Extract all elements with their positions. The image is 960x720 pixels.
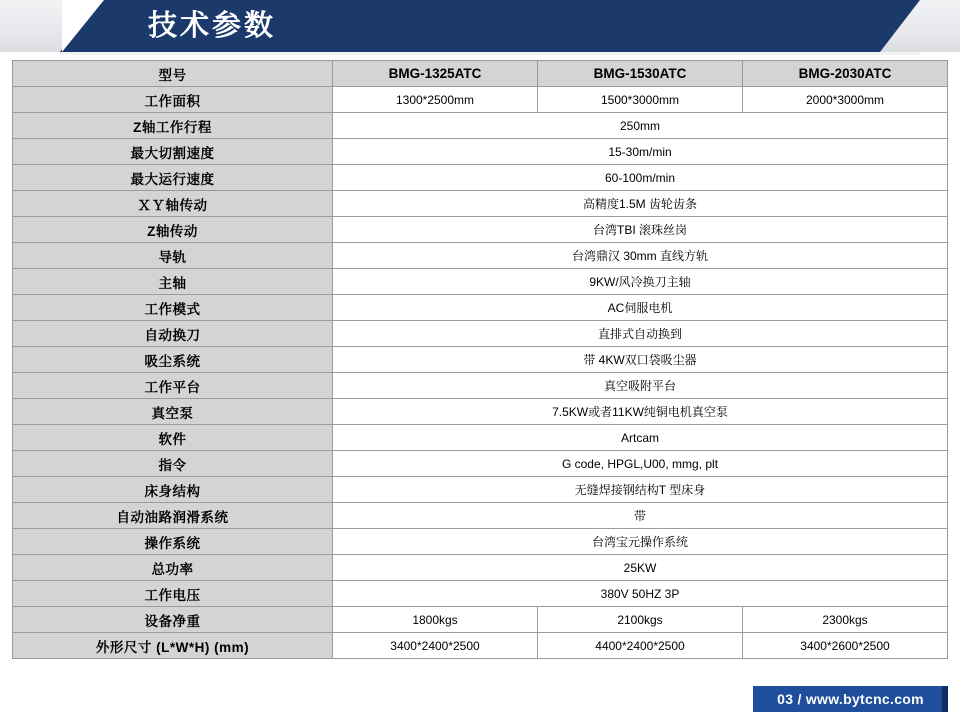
column-header-model: BMG-2030ATC bbox=[743, 61, 948, 87]
spec-label: Z轴传动 bbox=[13, 217, 333, 243]
table-row bbox=[13, 555, 948, 581]
table-row bbox=[13, 503, 948, 529]
spec-value: 带 bbox=[333, 503, 948, 529]
spec-table-wrapper bbox=[12, 60, 948, 659]
spec-label: 自动换刀 bbox=[13, 321, 333, 347]
spec-label: 吸尘系统 bbox=[13, 347, 333, 373]
table-row bbox=[13, 529, 948, 555]
spec-value: 1500*3000mm bbox=[538, 87, 743, 113]
spec-value: 2000*3000mm bbox=[743, 87, 948, 113]
spec-value: 25KW bbox=[333, 555, 948, 581]
spec-label: 真空泵 bbox=[13, 399, 333, 425]
table-row bbox=[13, 633, 948, 659]
table-row bbox=[13, 399, 948, 425]
spec-value: 直排式自动换到 bbox=[333, 321, 948, 347]
table-row bbox=[13, 191, 948, 217]
spec-label: Z轴工作行程 bbox=[13, 113, 333, 139]
spec-value: 1300*2500mm bbox=[333, 87, 538, 113]
footer-accent-bar bbox=[942, 686, 948, 712]
spec-label: 工作面积 bbox=[13, 87, 333, 113]
table-row bbox=[13, 451, 948, 477]
column-header-model: BMG-1530ATC bbox=[538, 61, 743, 87]
spec-value: 2300kgs bbox=[743, 607, 948, 633]
table-row bbox=[13, 87, 948, 113]
spec-value: 7.5KW或者11KW纯铜电机真空泵 bbox=[333, 399, 948, 425]
spec-label: 床身结构 bbox=[13, 477, 333, 503]
table-row bbox=[13, 217, 948, 243]
footer-url-badge[interactable] bbox=[753, 686, 948, 712]
table-row bbox=[13, 321, 948, 347]
table-row bbox=[13, 373, 948, 399]
spec-value: 真空吸附平台 bbox=[333, 373, 948, 399]
spec-label: 工作电压 bbox=[13, 581, 333, 607]
spec-value: 高精度1.5M 齿轮齿条 bbox=[333, 191, 948, 217]
column-header-model: BMG-1325ATC bbox=[333, 61, 538, 87]
spec-label: 主轴 bbox=[13, 269, 333, 295]
spec-value: AC伺服电机 bbox=[333, 295, 948, 321]
spec-label: 工作平台 bbox=[13, 373, 333, 399]
table-row bbox=[13, 581, 948, 607]
spec-label: 外形尺寸 (L*W*H) (mm) bbox=[13, 633, 333, 659]
page-header bbox=[0, 0, 960, 52]
spec-label: 软件 bbox=[13, 425, 333, 451]
table-header-row bbox=[13, 61, 948, 87]
spec-value: 无缝焊接钢结构T 型床身 bbox=[333, 477, 948, 503]
spec-value: 1800kgs bbox=[333, 607, 538, 633]
spec-value: 2100kgs bbox=[538, 607, 743, 633]
column-header-label: 型号 bbox=[13, 61, 333, 87]
spec-label: 最大运行速度 bbox=[13, 165, 333, 191]
spec-value: 15-30m/min bbox=[333, 139, 948, 165]
table-row bbox=[13, 165, 948, 191]
table-row bbox=[13, 113, 948, 139]
spec-table bbox=[12, 60, 948, 659]
spec-value: 60-100m/min bbox=[333, 165, 948, 191]
spec-value: 台湾宝元操作系统 bbox=[333, 529, 948, 555]
table-row bbox=[13, 347, 948, 373]
table-row bbox=[13, 477, 948, 503]
spec-value: 250mm bbox=[333, 113, 948, 139]
table-row bbox=[13, 269, 948, 295]
table-row bbox=[13, 295, 948, 321]
spec-value: G code, HPGL,U00, mmg, plt bbox=[333, 451, 948, 477]
spec-value: 380V 50HZ 3P bbox=[333, 581, 948, 607]
spec-value: Artcam bbox=[333, 425, 948, 451]
table-row bbox=[13, 425, 948, 451]
header-shadow bbox=[60, 52, 920, 55]
table-row bbox=[13, 243, 948, 269]
spec-value: 3400*2600*2500 bbox=[743, 633, 948, 659]
spec-value: 带 4KW双口袋吸尘器 bbox=[333, 347, 948, 373]
spec-value: 9KW/风冷换刀主轴 bbox=[333, 269, 948, 295]
page-title: 技术参数 bbox=[148, 10, 277, 42]
table-row bbox=[13, 607, 948, 633]
spec-value: 3400*2400*2500 bbox=[333, 633, 538, 659]
spec-value: 台湾鼎汉 30mm 直线方轨 bbox=[333, 243, 948, 269]
spec-label: 工作模式 bbox=[13, 295, 333, 321]
table-row bbox=[13, 139, 948, 165]
spec-label: ＸＹ轴传动 bbox=[13, 191, 333, 217]
spec-value: 台湾TBI 滚珠丝岗 bbox=[333, 217, 948, 243]
spec-label: 最大切割速度 bbox=[13, 139, 333, 165]
spec-label: 导轨 bbox=[13, 243, 333, 269]
spec-label: 设备净重 bbox=[13, 607, 333, 633]
spec-label: 总功率 bbox=[13, 555, 333, 581]
spec-label: 指令 bbox=[13, 451, 333, 477]
footer-url-text: 03 / www.bytcnc.com bbox=[777, 691, 924, 707]
spec-label: 自动油路润滑系统 bbox=[13, 503, 333, 529]
spec-value: 4400*2400*2500 bbox=[538, 633, 743, 659]
spec-label: 操作系统 bbox=[13, 529, 333, 555]
